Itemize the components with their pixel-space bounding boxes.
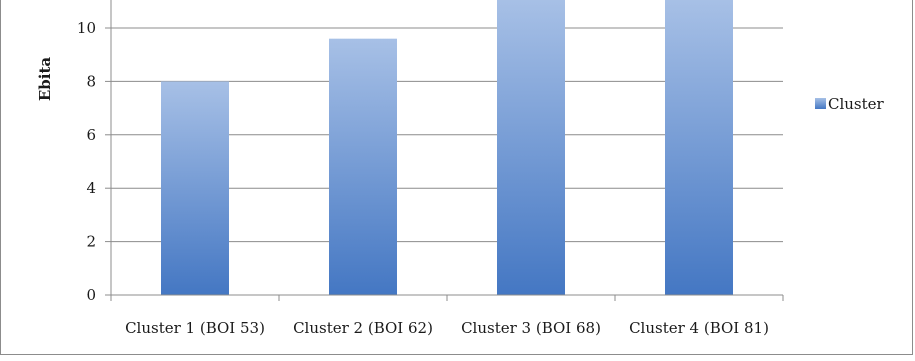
legend xyxy=(815,95,885,113)
y-tick-label: 6 xyxy=(86,125,96,144)
y-tick-label: 10 xyxy=(76,19,96,37)
legend-swatch-cluster xyxy=(815,98,826,109)
y-tick-label: 4 xyxy=(86,179,96,198)
x-tick-label: Cluster 2 (BOI 62) xyxy=(293,319,433,337)
bar-1 xyxy=(161,81,229,295)
bars xyxy=(161,0,733,295)
legend-label-cluster: Cluster xyxy=(828,95,884,113)
y-axis-title: Ebita xyxy=(36,56,54,102)
x-tick-label: Cluster 4 (BOI 81) xyxy=(629,319,769,337)
bar-3 xyxy=(497,0,565,295)
bar-2 xyxy=(329,39,397,295)
y-tick-label: 2 xyxy=(86,232,96,251)
x-tick-label: Cluster 1 (BOI 53) xyxy=(125,319,265,337)
y-tick-label: 8 xyxy=(86,72,96,91)
y-tick-label: 0 xyxy=(86,286,96,304)
bar-4 xyxy=(665,0,733,295)
x-tick-label: Cluster 3 (BOI 68) xyxy=(461,319,601,337)
